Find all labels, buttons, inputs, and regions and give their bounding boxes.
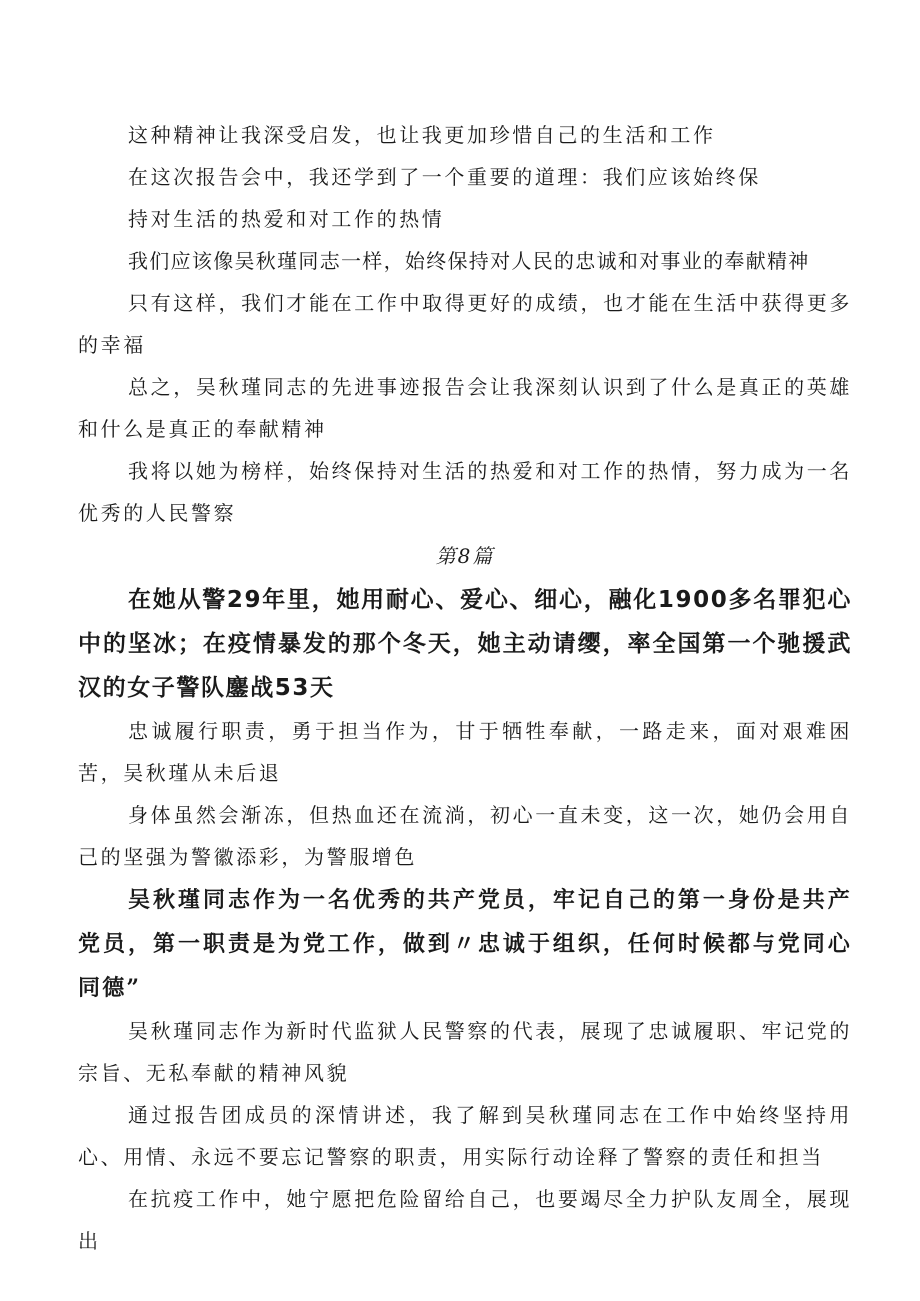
section-heading: 第8篇 [435,544,495,568]
paragraph: 身体虽然会渐冻，但热血还在流淌，初心一直未变，这一次，她仍会用自己的坚强为警徽添彩，为警服增色 [78,803,852,869]
bold-paragraph: 吴秋瑾同志作为一名优秀的共产党员，牢记自己的第一身份是共产党员，第一职责是为党工作，做到〃忠诚于组织，任何时候都与党同心同德” [78,887,852,1001]
paragraph: 通过报告团成员的深情讲述，我了解到吴秋瑾同志在工作中始终坚持用心、用情、永远不要忘记警察的职责，用实际行动诠释了警察的责任和担当 [78,1103,852,1169]
document-body [78,114,852,1262]
paragraph: 总之，吴秋瑾同志的先进事迹报告会让我深刻认识到了什么是真正的英雄和什么是真正的奉献精神 [78,375,852,441]
paragraph: 忠诚履行职责，勇于担当作为，甘于牺牲奉献，一路走来，面对艰难困苦，吴秋瑾从未后退 [78,719,852,785]
paragraph: 这种精神让我深受启发，也让我更加珍惜自己的生活和工作 [128,123,716,147]
paragraph: 吴秋瑾同志作为新时代监狱人民警察的代表，展现了忠诚履职、牢记党的宗旨、无私奉献的精神风貌 [78,1019,852,1085]
paragraph: 只有这样，我们才能在工作中取得更好的成绩，也才能在生活中获得更多的幸福 [78,291,852,357]
bold-intro-paragraph: 在她从警29年里，她用耐心、爱心、细心，融化1900多名罪犯心中的坚冰；在疫情暴发的那个冬天，她主动请缨，率全国第一个驰援武汉的女子警队鏖战53天 [78,587,852,701]
paragraph: 我将以她为榜样，始终保持对生活的热爱和对工作的热情，努力成为一名优秀的人民警察 [78,459,852,525]
paragraph: 我们应该像吴秋瑾同志一样，始终保持对人民的忠诚和对事业的奉献精神 [128,249,810,273]
paragraph: 持对生活的热爱和对工作的热情 [128,207,445,231]
paragraph: 在这次报告会中，我还学到了一个重要的道理：我们应该始终保 [128,165,761,189]
paragraph: 在抗疫工作中，她宁愿把危险留给自己，也要竭尽全力护队友周全，展现出 [78,1187,852,1253]
